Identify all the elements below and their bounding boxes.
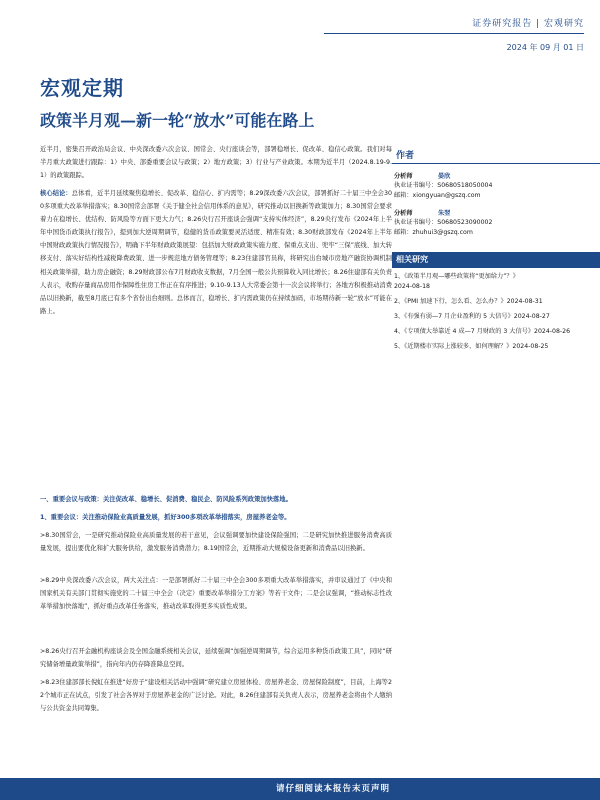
body-paragraph: >8.29中央深改委六次会议，两大关注点：一是部署抓好二十届三中全会300多项重大改革举措落实，并审议通过了《中央和国家机关有关部门贯彻实施党的二十届三中全会（决定）重要改革举措分工方案》等若干文件；二是会议强调，“推动标志性改革举措加快落地”，抓好重点改革任务落实，推动改革取得更多实质性成果。 bbox=[40, 577, 392, 611]
author-name: 朱翌 bbox=[438, 210, 451, 217]
core-conclusion-label: 核心结论： bbox=[40, 190, 72, 197]
related-research-list bbox=[392, 272, 600, 352]
author-name: 晏欣 bbox=[438, 173, 451, 180]
core-conclusion-paragraph bbox=[40, 187, 392, 481]
body-paragraph: >8.23住建部部长倪虹在推进“好房子”建设相关活动中强调“研究建立房屋体检、房屋养老金、房屋保险制度”，目前，上海等22个城市正在试点，引发了社会各界对于房屋养老金的广泛讨论。对此，8.26住建部有关负责人表示，房屋养老金将由个人缴纳与公共资金共同筹集。 bbox=[40, 679, 392, 713]
related-item-title[interactable]: 1、《政策半月观—哪些政策将“更加给力”？》 bbox=[394, 273, 519, 280]
footer-disclaimer: 请仔细阅读本报告末页声明 bbox=[0, 778, 600, 800]
author-email[interactable]: 邮箱：zhuhui3@gszq.com bbox=[394, 229, 473, 236]
related-item-title[interactable]: 3、《有强有弱—7 月企业盈利的 5 大信号》2024-08-27 bbox=[394, 313, 550, 320]
body-paragraph: >8.26央行召开金融机构座谈会及全国金融系统相关会议，延续强调“加强逆周期调节，综合运用多种货币政策工具”，同时“研究储备增量政策举措”，指向年内仍存降准降息空间。 bbox=[40, 648, 392, 669]
author-role: 分析师 bbox=[394, 173, 413, 180]
related-item-title[interactable]: 4、《专项债大举靠近 4 成—7 月财政的 3 大信号》2024-08-26 bbox=[394, 328, 571, 335]
subsection-heading: 1、重要会议：关注推动保险业高质量发展，抓好300多项改革举措落实，房屋养老金等。 bbox=[40, 514, 291, 521]
related-item-title[interactable]: 5、《近期楼市实际上涨较多，如何理解？》2024-08-25 bbox=[394, 343, 549, 350]
related-item[interactable] bbox=[392, 297, 600, 307]
related-item[interactable] bbox=[392, 272, 600, 292]
intro-paragraph: 近半月，密集召开政治局会议、中央深改委六次会议、国常会、央行座谈会等，部署稳增长、促改革、稳信心政策。我们对每半月重大政策进行跟踪：1）中央、部委重要会议与政策；2）地方政策；3）行业与产业政策。本期为近半月（2024.8.19-9.1）的政策跟踪。 bbox=[40, 146, 392, 180]
related-item[interactable] bbox=[392, 327, 600, 337]
report-body bbox=[40, 143, 392, 716]
report-series-title: 宏观定期 bbox=[40, 76, 124, 100]
sidebar bbox=[392, 148, 600, 357]
authors-heading: 作者 bbox=[392, 148, 600, 164]
report-category: 证券研究报告 | 宏观研究 bbox=[472, 19, 584, 29]
author-role: 分析师 bbox=[394, 210, 413, 217]
author-cert: 执业证书编号：S0680523090002 bbox=[394, 219, 493, 226]
report-header bbox=[324, 16, 584, 66]
section-heading: 一、重要会议与政策：关注促改革、稳增长、促消费、稳民企、防风险系列政策加快落地。 bbox=[40, 496, 292, 503]
author-email[interactable]: 邮箱：xiongyuan@gszq.com bbox=[394, 192, 481, 199]
related-item[interactable] bbox=[392, 342, 600, 352]
related-research-heading: 相关研究 bbox=[392, 252, 600, 268]
author-block bbox=[392, 207, 600, 238]
related-item-date: 2024-08-18 bbox=[394, 283, 430, 290]
header-divider bbox=[324, 33, 584, 34]
core-conclusion-text: 总体看，近半月延续聚焦稳增长、促改革、稳信心、扩内需等；8.29深改委六次会议，部署抓好二十届三中全会300多项重大改革举措落实；8.30国常会部署《关于健全社会信用体系的意见》，研究推动以旧换新等政策加力；8.30国常会要求着力在稳增长、优结构、防风险等方面下更大力气；8.26央行召开座谈会强调“支持实体经济”，8.29央行发布《2024年上半年中国货币政策执行报告》，提到加大逆周期调节，稳健的货币政策要灵活适度、精准有效；8.30财政部发布《2024年上半年中国财政政策执行情况报告》，明确下半年财政政策展望：包括加大财政政策实施力度、保重点支出、兜牢“三保”底线、加大转移支付、落实好结构性减税降费政策、进一步规范地方债务管理等；8.23住建部官员称，将研究出台城市房地产融资协调机制相关政策举措，助力房企融资；8.29财政部公布7月财政收支数据，7月全国一般公共预算收入同比增长；8.26住建部有关负责人表示，收购存量商品房用作保障性住房工作正在有序推进；9.10-9.13人大常委会第十一次会议将举行；各地方积极推动消费品以旧换新，截至8月底已有多个省份出台细则。总体而言，稳增长、扩内需政策仍在持续加码，市场期待新一轮“放水”可能在路上。 bbox=[40, 190, 392, 315]
author-block bbox=[392, 170, 600, 201]
report-date: 2024 年 09 月 01 日 bbox=[506, 43, 584, 52]
report-title: 政策半月观—新一轮“放水”可能在路上 bbox=[40, 111, 315, 130]
related-item[interactable] bbox=[392, 312, 600, 322]
body-paragraph: >8.30国常会，一是研究推动保险业高质量发展的若干意见，会议强调要加快建设保险强国；二是研究加快推进服务消费高质量发展，提出要优化和扩大服务供给，激发服务消费潜力；8.19国常会，近期推动大规模设备更新和消费品以旧换新。 bbox=[40, 532, 392, 553]
author-cert: 执业证书编号：S0680518050004 bbox=[394, 182, 493, 189]
related-item-title[interactable]: 2、《PMI 加速下行，怎么看、怎么办？》2024-08-31 bbox=[394, 298, 543, 305]
